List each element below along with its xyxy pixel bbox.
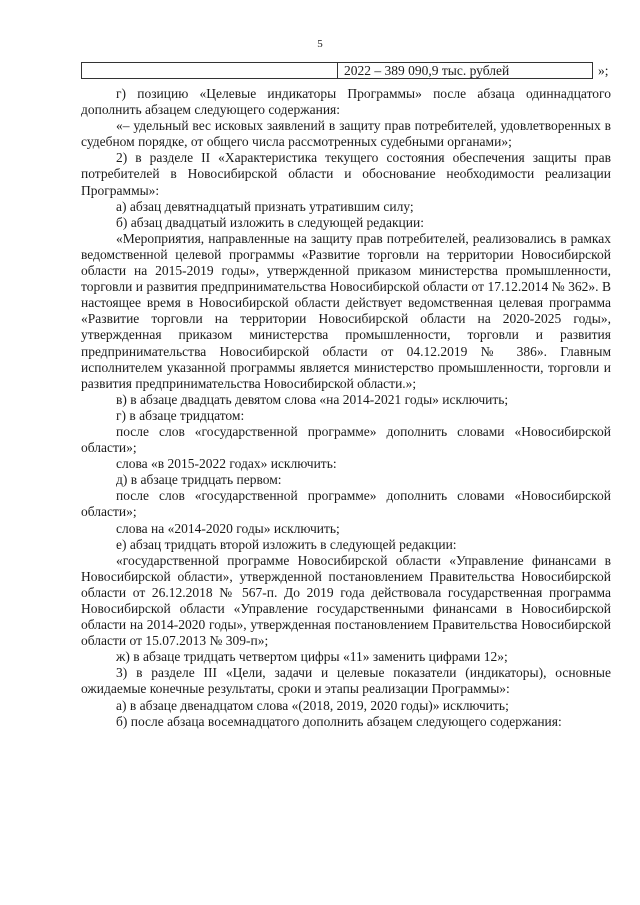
page-number: 5 [317,38,323,50]
paragraph: 2) в разделе II «Характеристика текущего состояния обеспечения защиты прав потребителей в Новосибирской области и обоснование необходимости реализации Программы»: [81,150,611,198]
paragraph: «государственной программе Новосибирской области «Управление финансами в Новосибирской области», утвержденной постановлением Правительства Новосибирской области от 26.12.2018 № 567-п. До 2019 года действовала государственная программа Новосибирской области «Управление государственными финансами в Новосибирской области на 2014-2020 годы», утвержденная постановлением Правительства Новосибирской области от 15.07.2013 № 309-п»; [81,552,611,649]
paragraph: а) абзац девятнадцатый признать утратившим силу; [116,198,414,214]
paragraph: после слов «государственной программе» дополнить словами «Новосибирской области»; [81,423,611,456]
paragraph: слова «в 2015-2022 годах» исключить: [116,456,337,472]
paragraph: в) в абзаце двадцать девятом слова «на 2014-2021 годы» исключить; [116,391,509,407]
paragraph: е) абзац тридцать второй изложить в следующей редакции: [116,536,457,552]
table-row-closing-quote: »; [598,63,609,78]
paragraph: ж) в абзаце тридцать четвертом цифры «11» заменить цифрами 12»; [116,649,508,665]
paragraph: г) в абзаце тридцатом: [116,407,245,423]
paragraph: г) позицию «Целевые индикаторы Программы» после абзаца одиннадцатого дополнить абзацем следующего содержания: [81,86,611,118]
table-cell-value: 2022 – 389 090,9 тыс. рублей [344,63,510,78]
paragraph: б) после абзаца восемнадцатого дополнить абзацем следующего содержания: [116,713,562,729]
paragraph: после слов «государственной программе» дополнить словами «Новосибирской области»; [81,488,611,520]
paragraph: «– удельный вес исковых заявлений в защиту прав потребителей, удовлетворенных в судебном порядке, от общего числа рассмотренных судебными органами»; [81,118,611,150]
paragraph: б) абзац двадцатый изложить в следующей редакции: [116,214,424,230]
table-divider [337,63,338,78]
paragraph: а) в абзаце двенадцатом слова «(2018, 2019, 2020 годы)» исключить; [116,697,509,713]
paragraph: слова на «2014-2020 годы» исключить; [116,520,340,536]
paragraph: «Мероприятия, направленные на защиту прав потребителей, реализовались в рамках ведомственной целевой программы «Развитие торговли на территории Новосибирской области на 2015-2019 годы», утвержденной приказом министерства промышленности, торговли и развития предпринимательства Новосибирской области от 17.12.2014 № 362». В настоящее время в Новосибирской области действует ведомственная целевая программа «Развитие торговли на территории Новосибирской области на 2020-2025 годы», утвержденная приказом министерства промышленности, торговли и развития предпринимательства Новосибирской области от 04.12.2019 № 386». Главным исполнителем указанной программы является министерство промышленности, торговли и развития предпринимательства Новосибирской области.»; [81,230,611,391]
document-body [81,86,611,730]
paragraph: д) в абзаце тридцать первом: [116,472,282,488]
table-row [81,62,593,79]
paragraph: 3) в разделе III «Цели, задачи и целевые показатели (индикаторы), основные ожидаемые конечные результаты, сроки и этапы реализации Программы»: [81,665,611,697]
